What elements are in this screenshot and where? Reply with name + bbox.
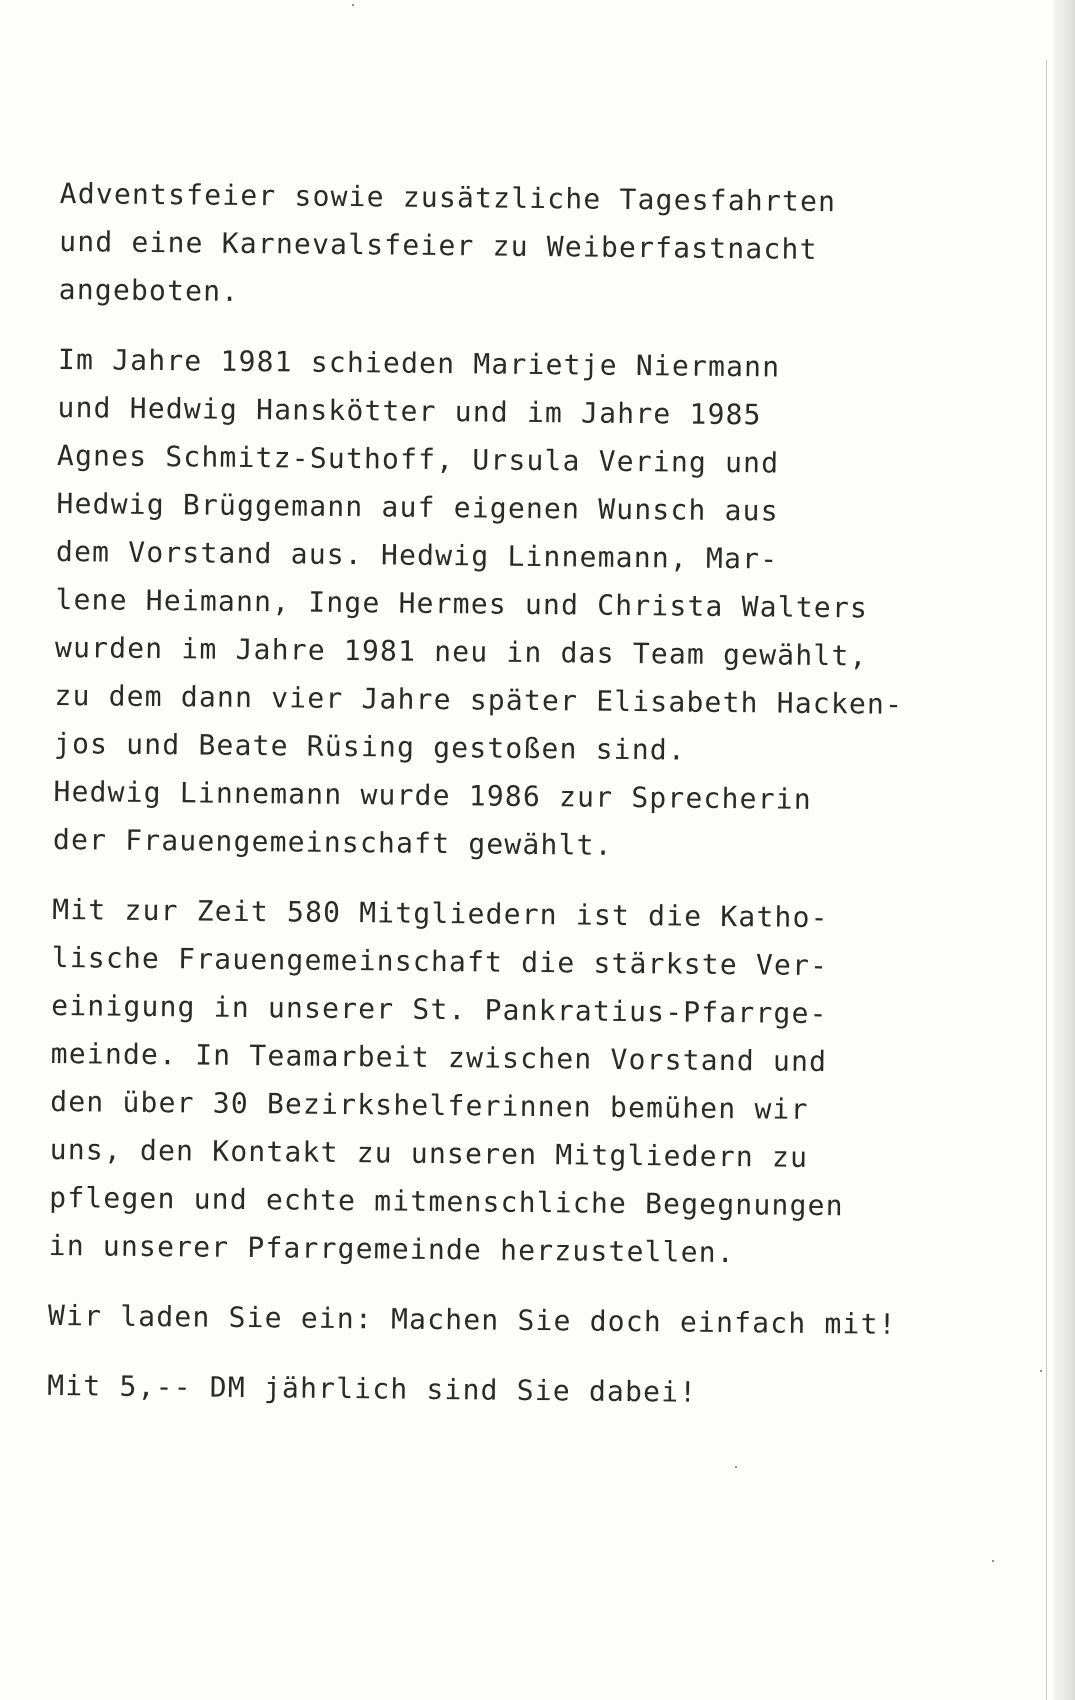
text-line: wurden im Jahre 1981 neu in das Team gewählt, xyxy=(54,630,868,673)
text-line: und Hedwig Hanskötter und im Jahre 1985 xyxy=(57,390,762,432)
text-line: Mit 5,-- DM jährlich sind Sie dabei! xyxy=(47,1368,698,1409)
text-line: und eine Karnevalsfeier zu Weiberfastnacht xyxy=(59,224,818,266)
text-line: der Frauengemeinschaft gewählt. xyxy=(52,822,613,862)
text-line: in unserer Pfarrgemeinde herzustellen. xyxy=(48,1228,736,1270)
text-line: pflegen und echte mitmenschliche Begegnungen xyxy=(49,1180,844,1223)
page-edge-shadow xyxy=(1053,0,1075,1700)
scan-speck xyxy=(735,1466,737,1468)
paragraph-4 xyxy=(48,1292,1028,1350)
text-line: Adventsfeier sowie zusätzliche Tagesfahrten xyxy=(59,176,837,219)
text-line: uns, den Kontakt zu unseren Mitgliedern zu xyxy=(49,1132,809,1174)
paragraph-2 xyxy=(53,336,1038,874)
text-line: den über 30 Bezirkshelferinnen bemühen wir xyxy=(50,1084,809,1126)
text-line: Hedwig Linnemann wurde 1986 zur Sprecherin xyxy=(53,774,813,816)
text-line: meinde. In Teamarbeit zwischen Vorstand und xyxy=(50,1036,828,1079)
text-line: Mit zur Zeit 580 Mitgliedern ist die Katho- xyxy=(52,892,829,935)
text-line: einigung in unserer St. Pankratius-Pfarrge- xyxy=(51,988,828,1031)
paragraph-1 xyxy=(58,170,1039,324)
text-line: Im Jahre 1981 schieden Marietje Niermann xyxy=(57,342,781,384)
text-line: jos und Beate Rüsing gestoßen sind. xyxy=(53,726,687,767)
paragraph-3 xyxy=(48,886,1032,1280)
text-line: angeboten. xyxy=(58,272,240,308)
text-line: Hedwig Brüggemann auf eigenen Wunsch aus xyxy=(56,486,779,528)
typewritten-text xyxy=(47,170,1040,1442)
text-line: dem Vorstand aus. Hedwig Linnemann, Mar- xyxy=(55,534,779,576)
scan-speck xyxy=(352,4,354,6)
paragraph-5 xyxy=(47,1362,1027,1420)
text-line: Agnes Schmitz-Suthoff, Ursula Vering und xyxy=(56,438,780,480)
page-edge-line xyxy=(1046,60,1047,1700)
text-line: zu dem dann vier Jahre später Elisabeth Hacken- xyxy=(54,678,904,721)
scan-speck xyxy=(1040,1370,1042,1372)
text-line: lische Frauengemeinschaft die stärkste Ver- xyxy=(51,940,829,983)
text-line: Wir laden Sie ein: Machen Sie doch einfach mit! xyxy=(47,1298,897,1341)
text-line: lene Heimann, Inge Hermes und Christa Walters xyxy=(55,582,869,625)
scan-speck xyxy=(992,1560,994,1562)
